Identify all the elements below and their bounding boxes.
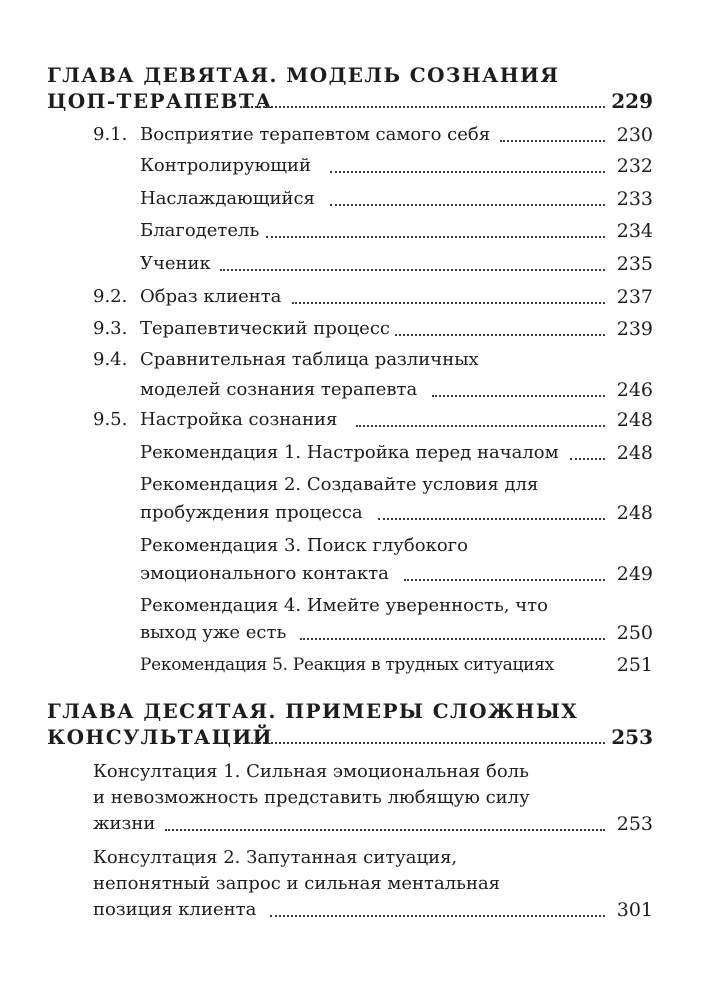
page-number: 250 <box>611 618 653 648</box>
section-number: 9.2. <box>93 286 128 307</box>
page-number: 229 <box>605 86 653 116</box>
page-number: 234 <box>611 216 653 246</box>
dot-leader <box>432 395 605 397</box>
page-number: 253 <box>605 722 653 752</box>
page-number: 233 <box>611 184 653 214</box>
entry-title-line: Консултация 2. Запутанная ситуация, <box>93 847 458 868</box>
page-number: 237 <box>611 282 653 312</box>
chapter-title-line: ЦОП-ТЕРАПЕВТА <box>47 89 273 113</box>
entry-title-line: моделей сознания терапевта <box>140 379 418 400</box>
page-number: 253 <box>611 809 653 839</box>
entry-title: Восприятие терапевтом самого себя <box>140 124 491 145</box>
toc-entry[interactable] <box>0 470 725 500</box>
page-number: 239 <box>611 314 653 344</box>
toc-entry[interactable] <box>0 314 725 344</box>
toc-entry-continuation[interactable] <box>0 618 725 648</box>
toc-entry[interactable] <box>0 249 725 279</box>
toc-entry[interactable] <box>0 438 725 468</box>
toc-entry-continuation[interactable] <box>0 895 725 925</box>
dot-leader <box>240 106 605 108</box>
entry-title-line: непонятный запрос и сильная ментальная <box>93 873 501 894</box>
dot-leader <box>395 334 605 336</box>
dot-leader <box>356 425 605 427</box>
toc-entry[interactable] <box>0 405 725 435</box>
toc-entry[interactable] <box>0 282 725 312</box>
toc-entry[interactable] <box>0 151 725 181</box>
dot-leader <box>500 140 605 142</box>
dot-leader <box>300 638 605 640</box>
dot-leader <box>248 742 605 744</box>
entry-title: Терапевтический процесс <box>140 318 390 339</box>
section-number: 9.1. <box>93 124 128 145</box>
page-number: 248 <box>611 498 653 528</box>
dot-leader <box>330 171 605 173</box>
page-number: 248 <box>611 438 653 468</box>
section-number: 9.5. <box>93 409 128 430</box>
page-number: 248 <box>611 405 653 435</box>
entry-title: Наслаждающийся <box>140 188 315 209</box>
page-number: 232 <box>611 151 653 181</box>
toc-entry[interactable] <box>0 184 725 214</box>
entry-title-line: жизни <box>93 813 156 834</box>
chapter-title-line: ГЛАВА ДЕВЯТАЯ. МОДЕЛЬ СОЗНАНИЯ <box>47 63 560 87</box>
toc-entry-continuation[interactable] <box>0 498 725 528</box>
entry-title-line: позиция клиента <box>93 899 257 920</box>
entry-title-line: Консултация 1. Сильная эмоциональная боль <box>93 761 529 782</box>
entry-title-line: пробуждения процесса <box>140 502 363 523</box>
dot-leader <box>404 579 605 581</box>
entry-title-line: Рекомендация 3. Поиск глубокого <box>140 535 468 556</box>
toc-entry[interactable] <box>0 216 725 246</box>
toc-entry[interactable] <box>0 345 725 375</box>
chapter-title-line: ГЛАВА ДЕСЯТАЯ. ПРИМЕРЫ СЛОЖНЫХ <box>47 699 579 723</box>
entry-title: Настройка сознания <box>140 409 338 430</box>
page-number: 251 <box>611 650 653 680</box>
page-number: 235 <box>611 249 653 279</box>
entry-title-line: Сравнительная таблица различных <box>140 349 479 370</box>
dot-leader <box>270 915 605 917</box>
toc-entry-continuation[interactable] <box>0 375 725 405</box>
entry-title: Рекомендация 5. Реакция в трудных ситуациях <box>140 655 554 675</box>
entry-title: Благодетель <box>140 220 260 241</box>
dot-leader <box>266 236 605 238</box>
toc-entry-continuation[interactable] <box>0 559 725 589</box>
section-number: 9.3. <box>93 318 128 339</box>
entry-title-line: эмоционального контакта <box>140 563 389 584</box>
entry-title: Рекомендация 1. Настройка перед началом <box>140 442 559 463</box>
page-number: 230 <box>611 120 653 150</box>
toc-entry[interactable] <box>0 120 725 150</box>
entry-title-line: Рекомендация 4. Имейте уверенность, что <box>140 595 548 616</box>
chapter-title-line: КОНСУЛЬТАЦИЙ <box>47 725 273 749</box>
page-number: 246 <box>611 375 653 405</box>
entry-title: Образ клиента <box>140 286 282 307</box>
page-number: 301 <box>611 895 653 925</box>
section-number: 9.4. <box>93 349 128 370</box>
toc-entry-continuation[interactable] <box>0 809 725 839</box>
toc-entry[interactable] <box>0 591 725 621</box>
chapter-heading[interactable] <box>0 86 725 116</box>
entry-title: Ученик <box>140 253 211 274</box>
entry-title: Контролирующий <box>140 155 312 176</box>
dot-leader <box>330 204 605 206</box>
dot-leader <box>165 829 605 831</box>
toc-entry[interactable] <box>0 531 725 561</box>
dot-leader <box>220 269 605 271</box>
toc-entry[interactable] <box>0 650 725 680</box>
dot-leader <box>292 302 605 304</box>
chapter-heading[interactable] <box>0 722 725 752</box>
entry-title-line: и невозможность представить любящую силу <box>93 787 530 808</box>
dot-leader <box>570 458 605 460</box>
entry-title-line: Рекомендация 2. Создавайте условия для <box>140 474 539 495</box>
entry-title-line: выход уже есть <box>140 622 287 643</box>
dot-leader <box>378 518 605 520</box>
page-number: 249 <box>611 559 653 589</box>
